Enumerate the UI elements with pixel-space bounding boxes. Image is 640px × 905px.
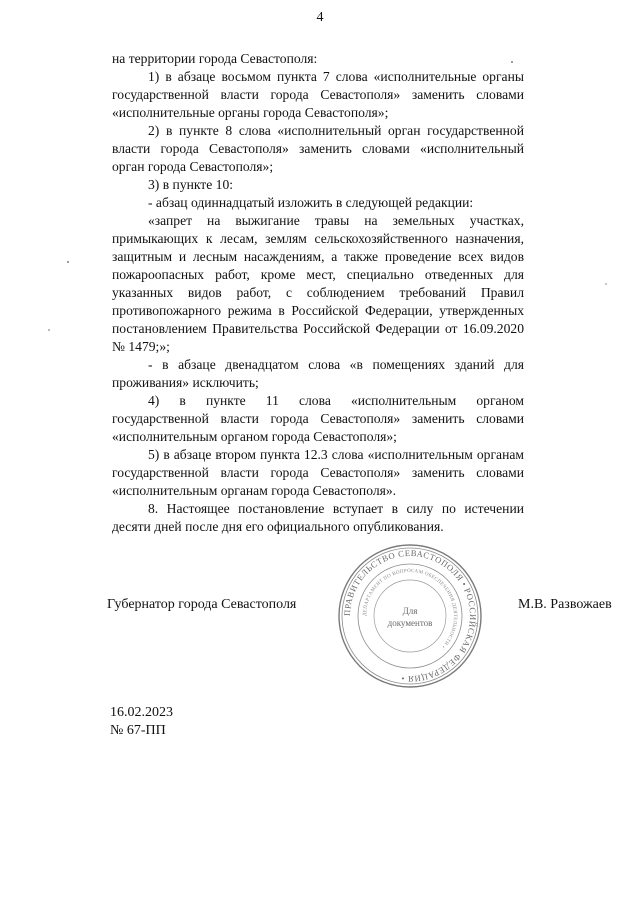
page-number: 4 [316,10,324,25]
stamp-outer-text: ПРАВИТЕЛЬСТВО СЕВАСТОПОЛЯ • РОССИЙСКАЯ ФЕДЕРАЦИЯ • [341,547,479,685]
paragraph: 8. Настоящее постановление вступает в силу по истечении десяти дней после дня его официального опубликования. [112,501,524,534]
signature-name: М.В. Развожаев [518,597,612,612]
document-date: 16.02.2023 [110,705,173,720]
paragraph: 5) в абзаце втором пункта 12.3 слова «исполнительным органам государственной власти города Севастополя» заменить словами «исполнительным органам города Севастополя». [112,447,524,498]
paragraph: 4) в пункте 11 слова «исполнительным органом государственной власти города Севастополя» заменить словами «исполнительным органом города Севастополя»; [112,393,524,444]
paragraph: «запрет на выжигание травы на земельных участках, примыкающих к лесам, землям сельскохозяйственного назначения, защитным и лесным насаждениям, а также проведение всех видов пожароопасных работ, кроме мест, специально отведенных для указанных видов работ, с соблюдением требований Правил противопожарного режима в Российской Федерации, утвержденных постановлением Правительства Российской Федерации от 16.09.2020 № 1479;»; [112,213,524,354]
paragraph: - абзац одиннадцатый изложить в следующей редакции: [148,195,474,210]
paragraph: 2) в пункте 8 слова «исполнительный орган государственной власти города Севастополя» заменить словами «исполнительный орган города Севастополя»; [112,123,524,174]
paragraph: на территории города Севастополя: [112,51,318,66]
paragraph: 3) в пункте 10: [148,177,234,192]
paragraph: - в абзаце двенадцатом слова «в помещениях зданий для проживания» исключить; [112,357,524,390]
signature-position: Губернатор города Севастополя [107,597,297,612]
document-number: № 67-ПП [110,723,166,738]
stamp-inner-text: ДЕПАРТАМЕНТ ПО ВОПРОСАМ ОБЕСПЕЧЕНИЯ ДЕЯТЕЛЬНОСТИ • [362,568,458,649]
paragraph: 1) в абзаце восьмом пункта 7 слова «исполнительные органы государственной власти города Севастополя» заменить словами «исполнительные органы города Севастополя»; [112,69,524,120]
stamp-center-line2: документов [387,618,433,628]
stamp-center-line1: Для [402,606,418,616]
